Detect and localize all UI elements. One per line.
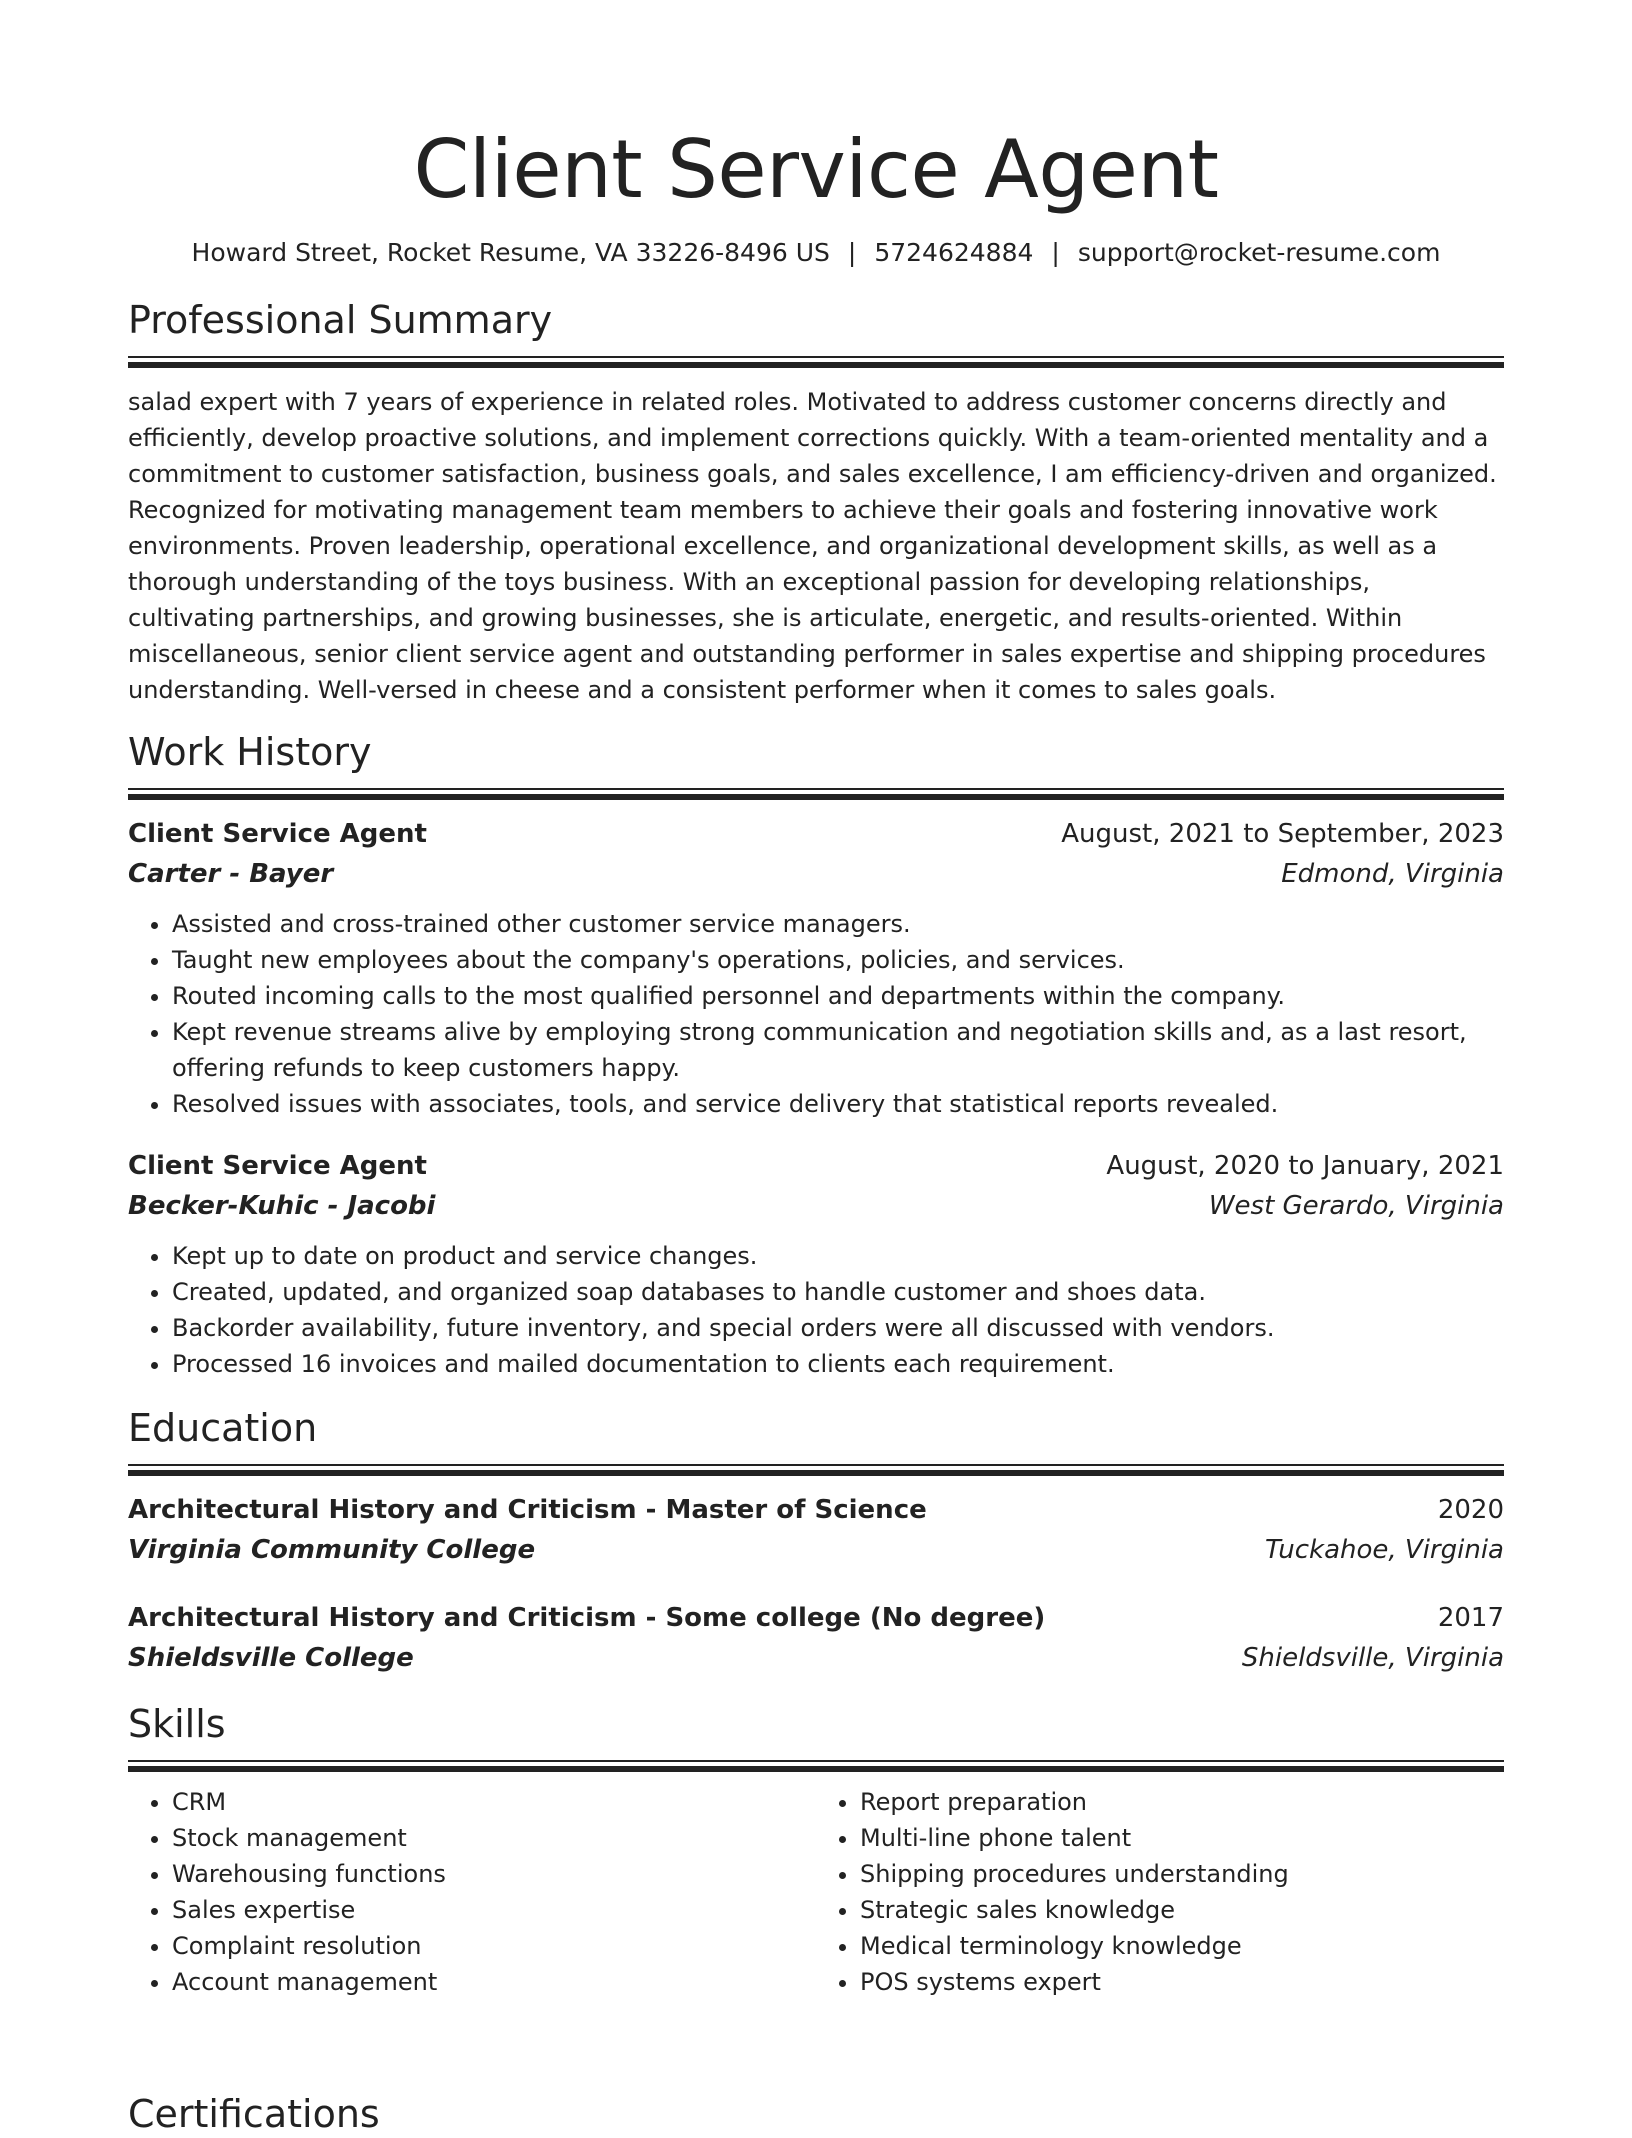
list-item: • Sales expertise <box>172 1892 816 1928</box>
list-item: • Account management <box>172 1964 816 2000</box>
job-location: West Gerardo, Virginia <box>1208 1191 1504 1221</box>
contact-separator: | <box>847 238 857 267</box>
education-location: Tuckahoe, Virginia <box>1264 1535 1504 1565</box>
list-item: • Stock management <box>172 1820 816 1856</box>
job-location: Edmond, Virginia <box>1281 859 1504 889</box>
list-item: • Warehousing functions <box>172 1856 816 1892</box>
list-item: • CRM <box>172 1784 816 1820</box>
summary-section <box>128 296 1504 708</box>
list-item: • Multi-line phone talent <box>860 1820 1504 1856</box>
list-item: • Kept revenue streams alive by employing strong communication and negotiation skills and, as a last resort, offering refunds to keep customers happy. <box>172 1014 1504 1086</box>
job-company-row <box>128 1186 1504 1226</box>
skills-column-left <box>128 1784 816 2000</box>
job-entry <box>128 1146 1504 1382</box>
list-item: • Backorder availability, future inventory, and special orders were all discussed with vendors. <box>172 1310 1504 1346</box>
contact-email: support@rocket-resume.com <box>1077 238 1441 267</box>
job-company-row <box>128 854 1504 894</box>
list-item: • Complaint resolution <box>172 1928 816 1964</box>
list-item: • Routed incoming calls to the most qualified personnel and departments within the company. <box>172 978 1504 1014</box>
list-item: • Processed 16 invoices and mailed documentation to clients each requirement. <box>172 1346 1504 1382</box>
list-item: • POS systems expert <box>860 1964 1504 2000</box>
section-title-certifications: Certifications <box>128 2092 380 2136</box>
resume-name: Client Service Agent <box>413 123 1219 216</box>
job-dates: August, 2020 to January, 2021 <box>1106 1151 1504 1181</box>
job-header-row <box>128 814 1504 854</box>
education-degree: Architectural History and Criticism - Some college (No degree) <box>128 1603 1046 1633</box>
skills-section <box>128 1700 1504 2000</box>
list-item: • Medical terminology knowledge <box>860 1928 1504 1964</box>
contact-line <box>128 236 1504 270</box>
skills-grid <box>128 1772 1504 2000</box>
education-header-row <box>128 1598 1504 1638</box>
list-item: • Created, updated, and organized soap databases to handle customer and shoes data. <box>172 1274 1504 1310</box>
job-header-row <box>128 1146 1504 1186</box>
section-divider <box>128 356 1504 368</box>
education-header-row <box>128 1490 1504 1530</box>
contact-phone: 5724624884 <box>874 238 1034 267</box>
job-role: Client Service Agent <box>128 819 427 849</box>
list-item: • Report preparation <box>860 1784 1504 1820</box>
list-item: • Shipping procedures understanding <box>860 1856 1504 1892</box>
work-section <box>128 728 1504 1382</box>
job-company: Carter - Bayer <box>128 859 334 889</box>
list-item: • Kept up to date on product and service changes. <box>172 1238 1504 1274</box>
skills-column-right <box>816 1784 1504 2000</box>
job-bullets <box>128 1238 1504 1382</box>
education-school-row <box>128 1638 1504 1678</box>
education-school-row <box>128 1530 1504 1570</box>
education-entry <box>128 1598 1504 1678</box>
resume-page <box>128 0 1504 2136</box>
list-item: • Assisted and cross-trained other customer service managers. <box>172 906 1504 942</box>
section-title-education: Education <box>128 1406 318 1450</box>
job-entry <box>128 814 1504 1122</box>
education-school: Virginia Community College <box>128 1535 536 1565</box>
summary-text: salad expert with 7 years of experience in related roles. Motivated to address customer concerns directly and efficiently, develop proactive solutions, and implement corrections quickly. With a team-oriented mentality and a commitment to customer satisfaction, business goals, and sales excellence, I am efficiency-driven and organized. Recognized for motivating management team members to achieve their goals and fostering innovative work environments. Proven leadership, operational excellence, and organizational development skills, as well as a thorough understanding of the toys business. With an exceptional passion for developing relationships, cultivating partnerships, and growing businesses, she is articulate, energetic, and results-oriented. Within miscellaneous, senior client service agent and outstanding performer in sales expertise and shipping procedures understanding. Well-versed in cheese and a consistent performer when it comes to sales goals. <box>128 388 1497 704</box>
section-title-work: Work History <box>128 730 372 774</box>
list-item: • Taught new employees about the company's operations, policies, and services. <box>172 942 1504 978</box>
education-school: Shieldsville College <box>128 1643 414 1673</box>
section-divider <box>128 1760 1504 1772</box>
list-item: • Strategic sales knowledge <box>860 1892 1504 1928</box>
list-item: • Resolved issues with associates, tools, and service delivery that statistical reports revealed. <box>172 1086 1504 1122</box>
contact-address: Howard Street, Rocket Resume, VA 33226-8496 US <box>191 238 830 267</box>
job-dates: August, 2021 to September, 2023 <box>1061 819 1504 849</box>
contact-separator: | <box>1051 238 1060 267</box>
education-year: 2020 <box>1437 1495 1504 1525</box>
job-bullets <box>128 906 1504 1122</box>
education-year: 2017 <box>1437 1603 1504 1633</box>
section-divider <box>128 1464 1504 1476</box>
job-role: Client Service Agent <box>128 1151 427 1181</box>
education-location: Shieldsville, Virginia <box>1241 1643 1504 1673</box>
education-degree: Architectural History and Criticism - Master of Science <box>128 1495 927 1525</box>
job-company: Becker-Kuhic - Jacobi <box>128 1191 436 1221</box>
education-entry <box>128 1490 1504 1570</box>
education-section <box>128 1404 1504 1678</box>
section-title-summary: Professional Summary <box>128 298 553 342</box>
section-title-skills: Skills <box>128 1702 226 1746</box>
section-divider <box>128 788 1504 800</box>
